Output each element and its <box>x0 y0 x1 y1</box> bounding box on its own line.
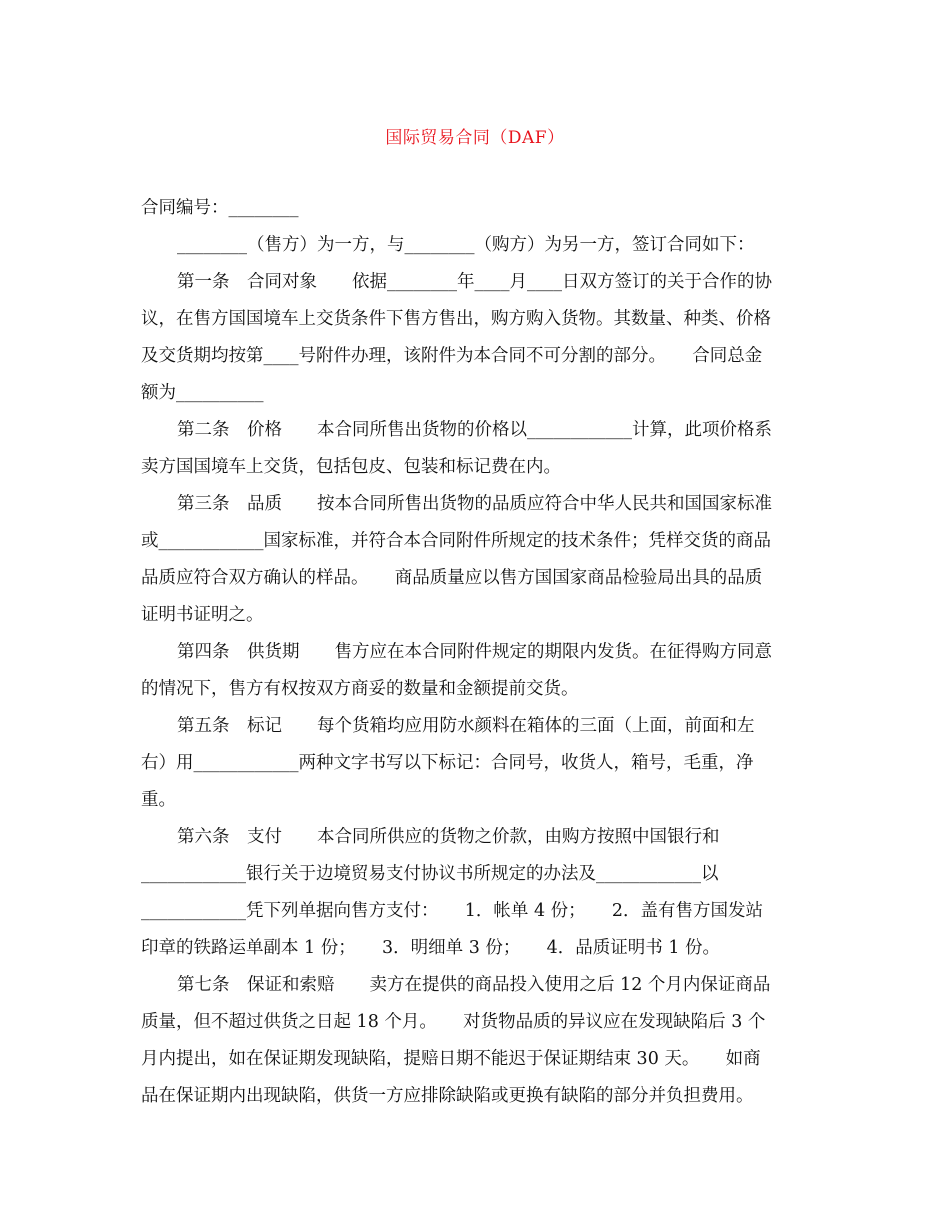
text-line: 合同编号：________ <box>141 198 299 218</box>
text-line: 右）用____________两种文字书写以下标记：合同号，收货人，箱号，毛重，净 <box>141 753 754 773</box>
document-title: 国际贸易合同（DAF） <box>385 128 565 148</box>
text-line: 第七条 保证和索赔 卖方在提供的商品投入使用之后 12 个月内保证商品 <box>177 975 771 995</box>
text-line: 印章的铁路运单副本 1 份； 3．明细单 3 份； 4．品质证明书 1 份。 <box>141 938 721 958</box>
text-line: 第二条 价格 本合同所售出货物的价格以____________计算，此项价格系 <box>177 420 772 440</box>
article-4-paragraph <box>141 634 811 708</box>
text-line: 卖方国国境车上交货，包括包皮、包装和标记费在内。 <box>141 457 561 477</box>
text-line: 第六条 支付 本合同所供应的货物之价款，由购方按照中国银行和 <box>177 827 720 847</box>
text-line: ____________凭下列单据向售方支付： 1．帐单 4 份； 2．盖有售方国发站 <box>141 901 764 921</box>
text-line: 或____________国家标准，并符合本合同附件所规定的技术条件；凭样交货的商品 <box>141 531 771 551</box>
text-line: 第一条 合同对象 依据________年____月____日双方签订的关于合作的协 <box>177 272 772 292</box>
article-6-paragraph <box>141 819 811 967</box>
article-5-paragraph <box>141 708 811 819</box>
text-line: 议，在售方国国境车上交货条件下售方售出，购方购入货物。其数量、种类、价格 <box>141 309 771 329</box>
article-7-paragraph <box>141 967 811 1115</box>
text-line: 第三条 品质 按本合同所售出货物的品质应符合中华人民共和国国家标准 <box>177 494 772 514</box>
text-line: 月内提出，如在保证期发现缺陷，提赔日期不能迟于保证期结束 30 天。 如商 <box>141 1049 761 1069</box>
text-line: 证明书证明之。 <box>141 605 264 625</box>
article-1-paragraph <box>141 264 811 412</box>
text-line: 品质应符合双方确认的样品。 商品质量应以售方国国家商品检验局出具的品质 <box>141 568 763 588</box>
text-line: 的情况下，售方有权按双方商妥的数量和金额提前交货。 <box>141 679 579 699</box>
text-line: 质量，但不超过供货之日起 18 个月。 对货物品质的异议应在发现缺陷后 3 个 <box>141 1012 766 1032</box>
text-line: 第四条 供货期 售方应在本合同附件规定的期限内发货。在征得购方同意 <box>177 642 772 662</box>
text-line: 额为__________ <box>141 383 264 403</box>
contract-number-line <box>141 190 811 227</box>
text-line: 重。 <box>141 790 176 810</box>
text-line: 及交货期均按第____号附件办理，该附件为本合同不可分割的部分。 合同总金 <box>141 346 763 366</box>
text-line: 品在保证期内出现缺陷，供货一方应排除缺陷或更换有缺陷的部分并负担费用。 <box>141 1086 754 1106</box>
document-body <box>141 190 811 1115</box>
text-line: 第五条 标记 每个货箱均应用防水颜料在箱体的三面（上面，前面和左 <box>177 716 755 736</box>
text-line: ________（售方）为一方，与________（购方）为另一方，签订合同如下： <box>177 235 755 255</box>
article-3-paragraph <box>141 486 811 634</box>
parties-paragraph <box>141 227 811 264</box>
text-line: ____________银行关于边境贸易支付协议书所规定的办法及____________以 <box>141 864 719 884</box>
article-2-paragraph <box>141 412 811 486</box>
